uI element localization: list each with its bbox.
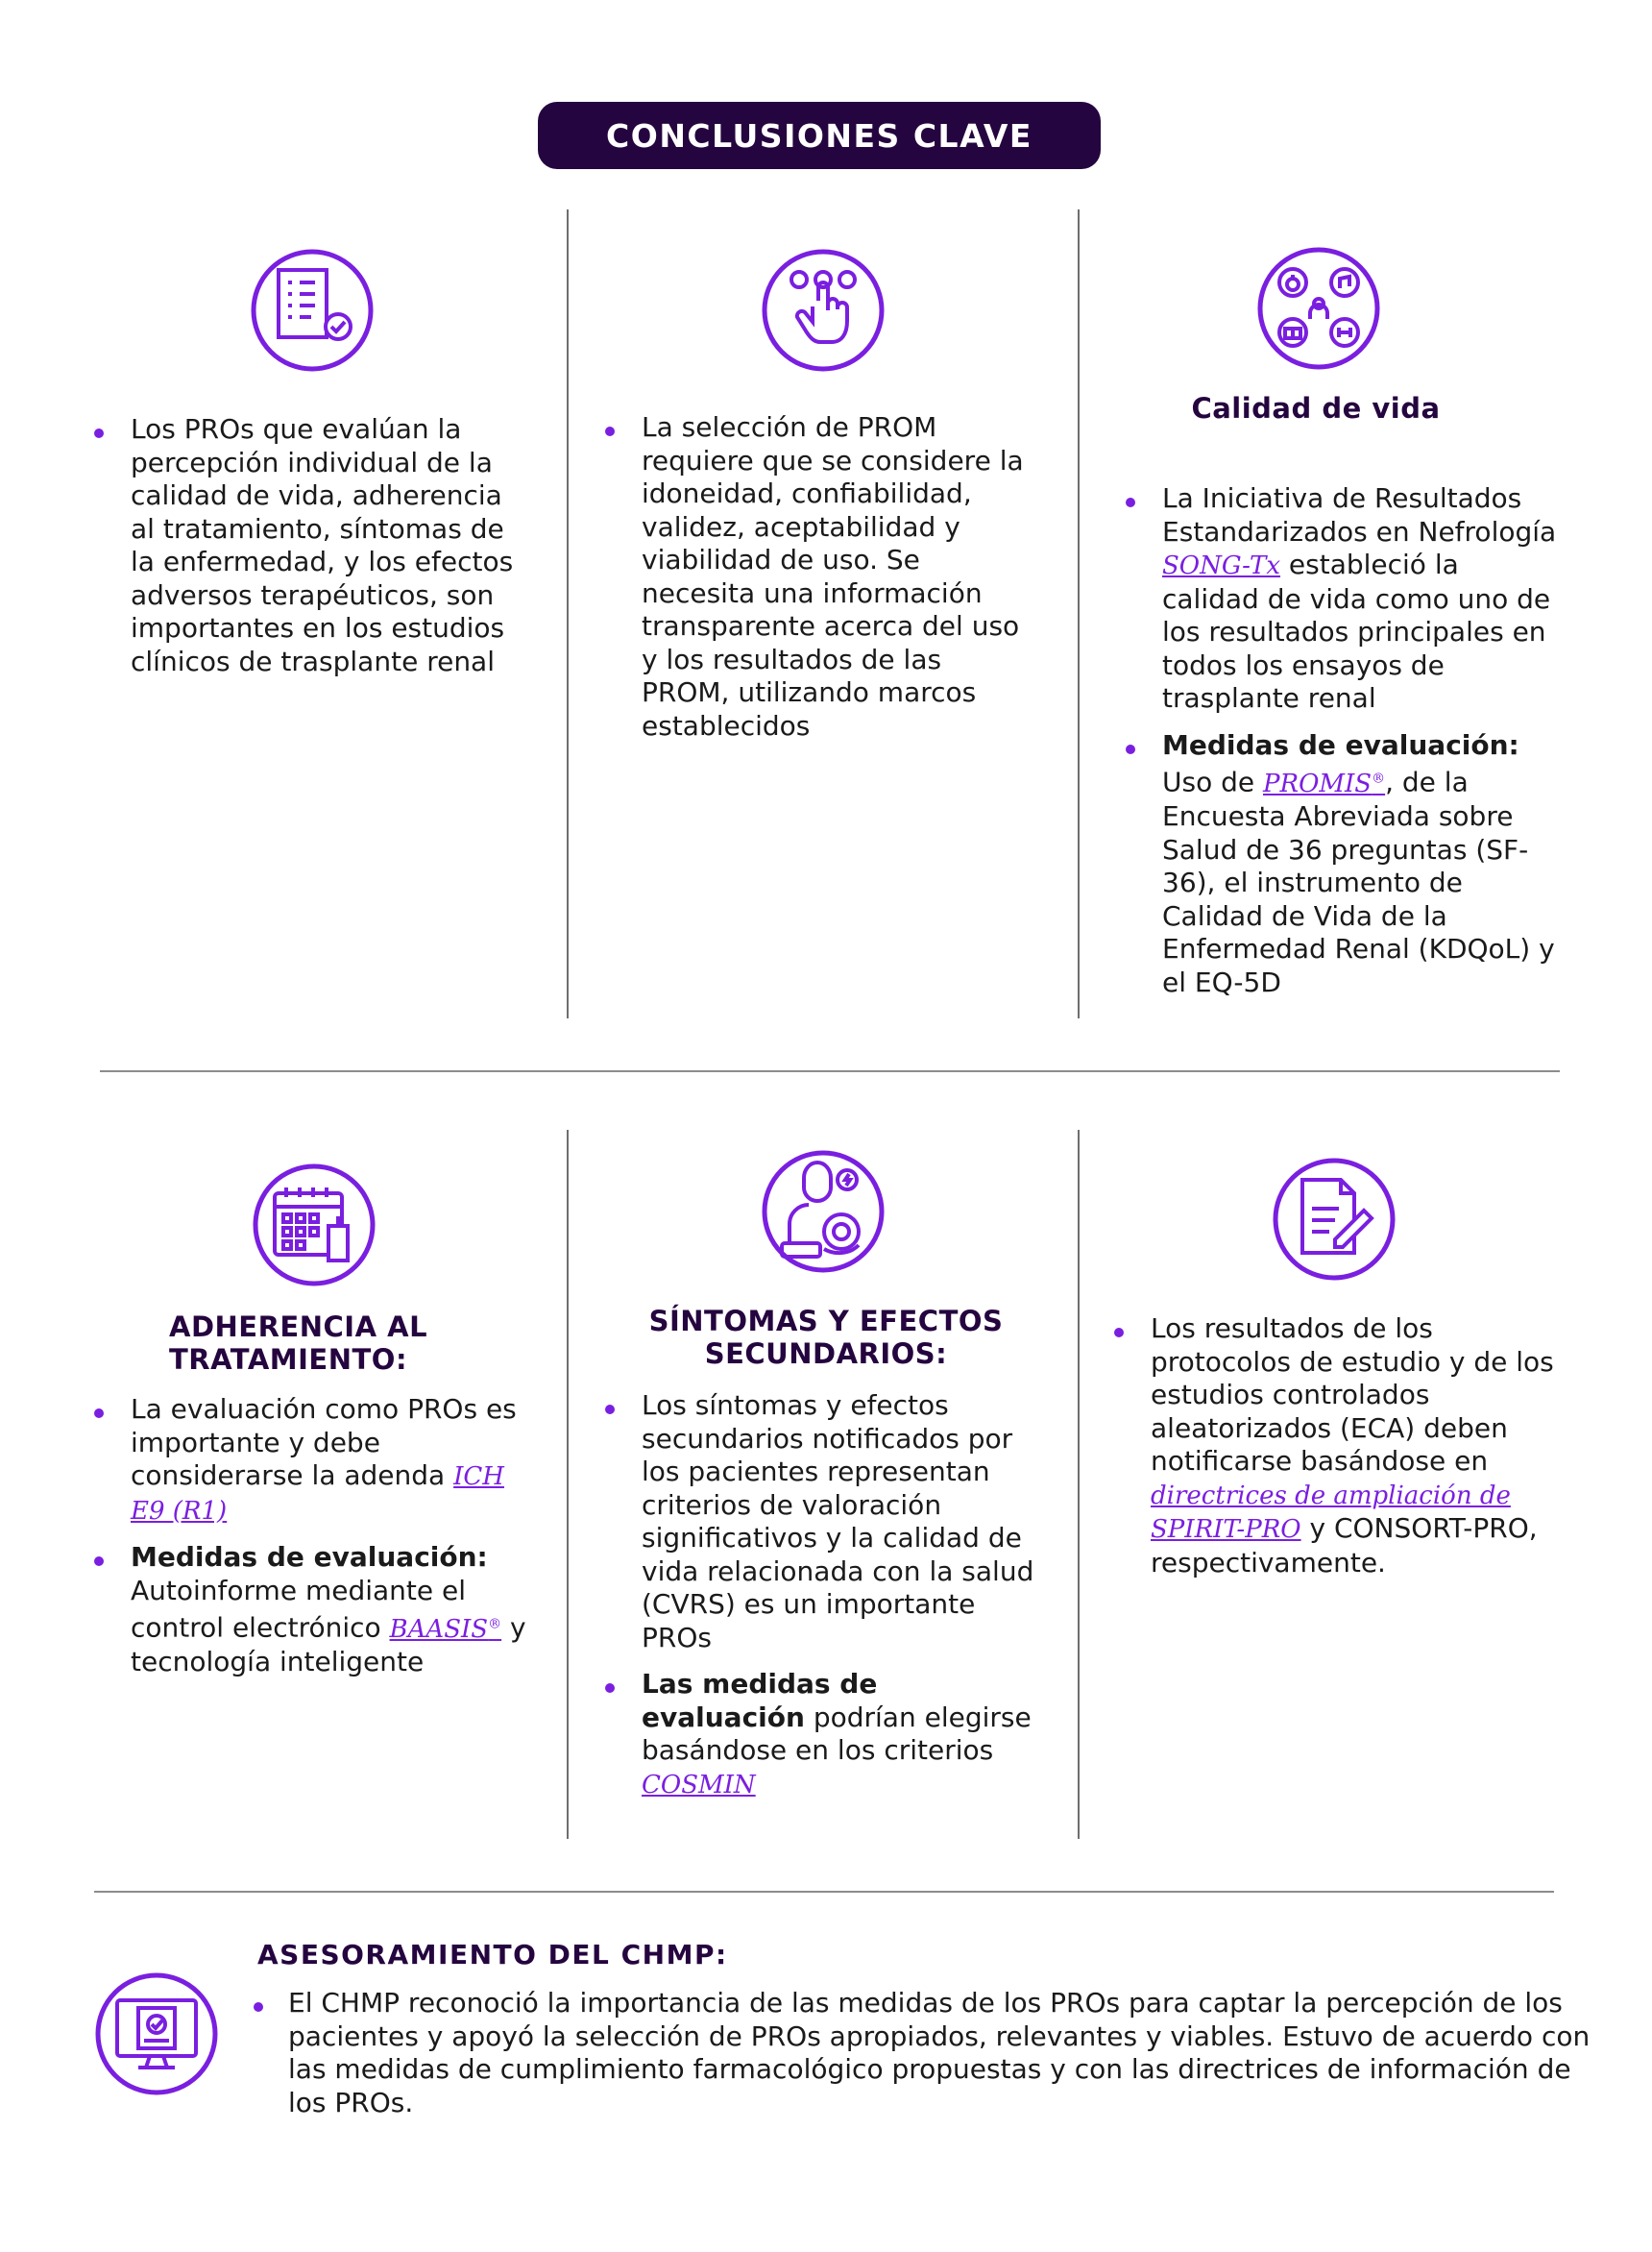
song-tx-link[interactable]: SONG-Tx [1162,551,1280,580]
section-heading: ADHERENCIA AL TRATAMIENTO: [169,1310,428,1376]
list-item: La evaluación como PROs es importante y debe considerarse la adenda ICH E9 (R1) [94,1393,526,1528]
baasis-link[interactable]: BAASIS® [389,1614,502,1644]
column-divider [567,209,569,1018]
list-item: Los síntomas y efectos secundarios notificados por los pacientes representan criterios de valoración significativos y la calidad de vida relacionada con la salud (CVRS) es un importante PROs [605,1389,1047,1654]
list-item: Medidas de evaluación: Uso de PROMIS®, de la Encuesta Abreviada sobre Salud de 36 preguntas (SF-36), el instrumento de Calidad de Vida de la Enfermedad Renal (KDQoL) y el EQ-5D [1126,729,1558,1000]
list-item: Las medidas de evaluación podrían elegirse basándose en los criterios COSMIN [605,1668,1047,1801]
column-adherence [94,1393,526,1693]
list-item: La Iniciativa de Resultados Estandarizados en Nefrología SONG-Tx estableció la calidad de vida como uno de los resultados principales en todos los ensayos de trasplante renal [1126,482,1558,716]
column-divider [567,1130,569,1839]
list-item: Los PROs que evalúan la percepción individual de la calidad de vida, adherencia al tratamiento, síntomas de la enfermedad, y los efectos adversos terapéuticos, son importantes en los estudios clínicos de trasplante renal [94,413,526,678]
section-heading: SÍNTOMAS Y EFECTOS SECUNDARIOS: [648,1305,1004,1370]
symptoms-icon [761,1149,886,1274]
column-reporting [1114,1312,1566,1593]
section-heading: Calidad de vida [1191,392,1441,425]
ich-e9-link[interactable]: ICH E9 (R1) [131,1462,504,1526]
row-divider [100,1070,1560,1072]
list-item: La selección de PROM requiere que se considere la idoneidad, confiabilidad, validez, aceptabilidad y viabilidad de uso. Se necesita una información transparente acerca del uso y los resultados de las PROM, utilizando marcos establecidos [605,411,1037,743]
spirit-pro-link[interactable]: directrices de ampliación de SPIRIT-PRO [1151,1481,1511,1544]
calendar-medication-icon [252,1163,377,1287]
chmp-heading: ASESORAMIENTO DEL CHMP: [257,1939,728,1970]
page-title: CONCLUSIONES CLAVE [538,102,1101,169]
touch-icon [761,248,886,373]
column-symptoms [605,1389,1047,1815]
column-divider [1078,209,1080,1018]
column-quality-of-life [1126,482,1558,1013]
checklist-icon [250,248,375,373]
cosmin-link[interactable]: COSMIN [642,1770,756,1799]
list-item: El CHMP reconoció la importancia de las medidas de los PROs para captar la percepción de los pacientes y apoyó la selección de PROs apropiados, relevantes y viables. Estuvo de acuerdo con las medidas de cumplimiento farmacológico propuestas y con las directrices de información de los PROs. [254,1987,1598,2119]
column-quality-perception [94,413,526,692]
column-divider [1078,1130,1080,1839]
list-item: Medidas de evaluación: Autoinforme mediante el control electrónico BAASIS® y tecnología inteligente [94,1541,526,1679]
document-edit-icon [1272,1157,1397,1282]
chmp-advice [254,1987,1598,2133]
column-prom-selection [605,411,1037,756]
quality-of-life-icon [1256,246,1381,371]
promis-link[interactable]: PROMIS® [1263,769,1386,798]
monitor-check-icon [94,1971,219,2096]
row-divider [94,1891,1554,1893]
list-item: Los resultados de los protocolos de estudio y de los estudios controlados aleatorizados (ECA) deben notificarse basándose en directrices de ampliación de SPIRIT-PRO y CONSORT-PRO, respectivamente. [1114,1312,1566,1579]
